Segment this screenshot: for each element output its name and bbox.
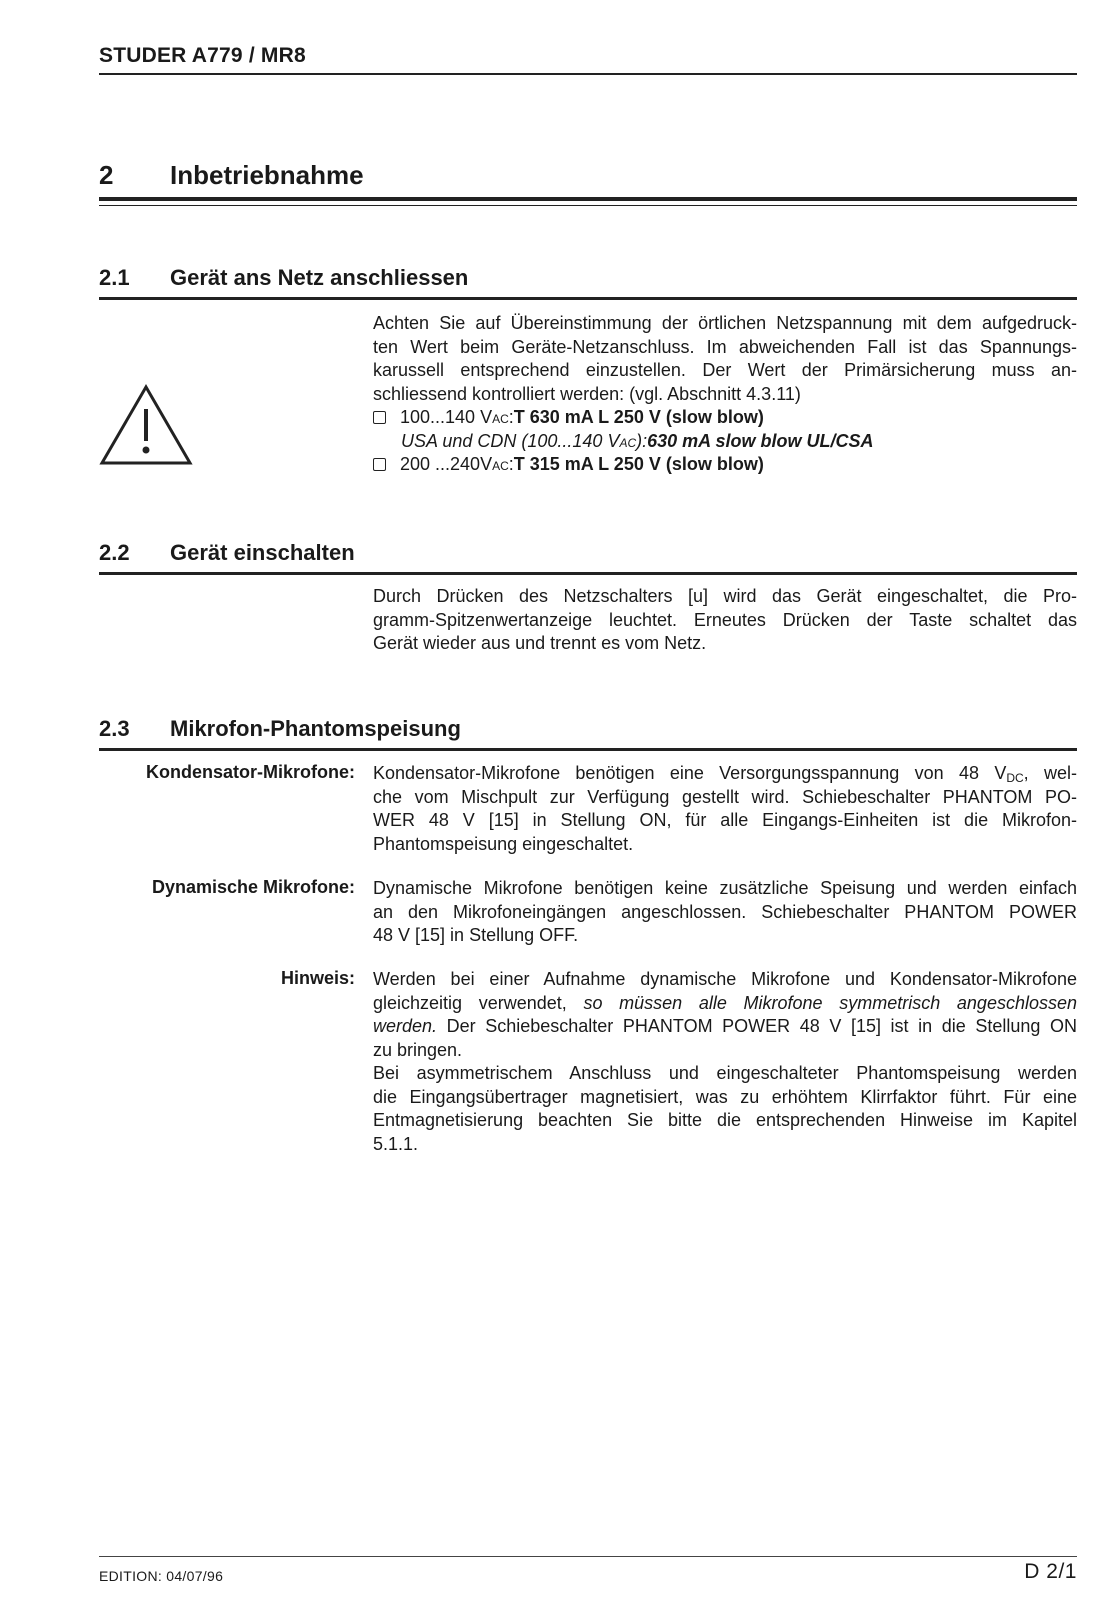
paragraph-line: 5.1.1. <box>373 1133 419 1154</box>
paragraph-line: ten Wert beim Geräte-Netzanschluss. Im abweichenden Fall ist das Spannungs- <box>373 336 1077 357</box>
paragraph-line: zu bringen. <box>373 1039 463 1060</box>
section-2-2-title: Gerät einschalten <box>170 540 355 565</box>
paragraph-line: Kondensator-Mikrofone benötigen eine Versorgungsspannung von 48 $V_{DC}$, wel- <box>373 763 1077 785</box>
chapter-rule-thick <box>99 197 1077 201</box>
section-2-1-rule <box>99 297 1077 300</box>
section-2-3-number: 2.3 <box>99 716 130 741</box>
section-2-3-title: Mikrofon-Phantomspeisung <box>170 716 461 741</box>
kondensator-body <box>373 762 1077 856</box>
dynamische-body <box>373 877 1077 948</box>
section-2-1-number: 2.1 <box>99 265 130 290</box>
page-number: D 2/1 <box>1024 1560 1077 1583</box>
hinweis-body <box>373 968 1077 1156</box>
footer-rule <box>99 1556 1077 1557</box>
paragraph-line: Achten Sie auf Übereinstimmung der örtlichen Netzspannung mit dem aufgedruck- <box>373 313 1077 333</box>
warning-triangle-icon <box>98 383 194 472</box>
side-label-dynamische: Dynamische Mikrofone: <box>151 877 355 897</box>
side-label-kondensator: Kondensator-Mikrofone: <box>146 762 355 782</box>
side-label-hinweis: Hinweis: <box>280 968 355 988</box>
paragraph-line: gramm-Spitzenwertanzeige leuchtet. Erneutes Drücken der Taste schaltet das <box>373 609 1077 630</box>
paragraph-line: Phantomspeisung eingeschaltet. <box>373 833 634 854</box>
section-2-2-number: 2.2 <box>99 540 130 565</box>
paragraph-line: Dynamische Mikrofone benötigen keine zusätzliche Speisung und werden einfach <box>373 878 1077 898</box>
chapter-rule-thin <box>99 205 1077 206</box>
section-2-1-body <box>373 312 1077 477</box>
paragraph-line: karussell entsprechend einzustellen. Der Wert der Primärsicherung muss an- <box>373 360 1077 380</box>
section-2-1-title: Gerät ans Netz anschliessen <box>170 265 469 290</box>
paragraph-line: che vom Mischpult zur Verfügung gestellt wird. Schiebeschalter PHANTOM PO- <box>373 786 1077 807</box>
checkbox-bullet-icon <box>373 411 386 424</box>
paragraph-line: werden. Der Schiebeschalter PHANTOM POWER 48 V [15] ist in die Stellung ON <box>373 1016 1077 1036</box>
paragraph-line: Bei asymmetrischem Anschluss und eingeschalteter Phantomspeisung werden <box>373 1063 1077 1083</box>
paragraph-line: an den Mikrofoneingängen angeschlossen. Schiebeschalter PHANTOM POWER <box>373 901 1077 922</box>
fuse-list-subitem: USA und CDN (100...140 V AC ): 630 mA slow blow UL/CSA <box>401 430 874 451</box>
document-header-title: STUDER A779 / MR8 <box>99 44 306 67</box>
edition-date: EDITION: 04/07/96 <box>99 1568 224 1584</box>
paragraph-line: Entmagnetisierung beachten Sie bitte die entsprechenden Hinweise im Kapitel <box>373 1110 1077 1130</box>
paragraph-line: Gerät wieder aus und trennt es vom Netz. <box>373 633 707 653</box>
fuse-list-item: 100...140 V AC : T 630 mA L 250 V (slow blow) <box>373 406 1077 430</box>
header-rule <box>99 73 1077 75</box>
chapter-title: Inbetriebnahme <box>170 160 364 190</box>
section-2-2-rule <box>99 572 1077 575</box>
paragraph-line: gleichzeitig verwendet, so müssen alle Mikrofone symmetrisch angeschlossen <box>373 992 1077 1013</box>
paragraph-line: schliessend kontrolliert werden: (vgl. Abschnitt 4.3.11) <box>373 383 801 404</box>
fuse-list-item: 200 ...240V AC : T 315 mA L 250 V (slow blow) <box>373 453 1077 477</box>
section-2-3-rule <box>99 748 1077 751</box>
chapter-number: 2 <box>99 160 114 190</box>
checkbox-bullet-icon <box>373 458 386 471</box>
paragraph-line: WER 48 V [15] in Stellung ON, für alle Eingangs-Einheiten ist die Mikrofon- <box>373 810 1077 830</box>
paragraph-line: Werden bei einer Aufnahme dynamische Mikrofone und Kondensator-Mikrofone <box>373 969 1077 989</box>
paragraph-line: 48 V [15] in Stellung OFF. <box>373 925 579 945</box>
paragraph-line: Durch Drücken des Netzschalters [u] wird das Gerät eingeschaltet, die Pro- <box>373 586 1077 606</box>
paragraph-line: die Eingangsübertrager magnetisiert, was zu erhöhtem Klirrfaktor führt. Für eine <box>373 1086 1077 1107</box>
section-2-2-body <box>373 585 1077 656</box>
